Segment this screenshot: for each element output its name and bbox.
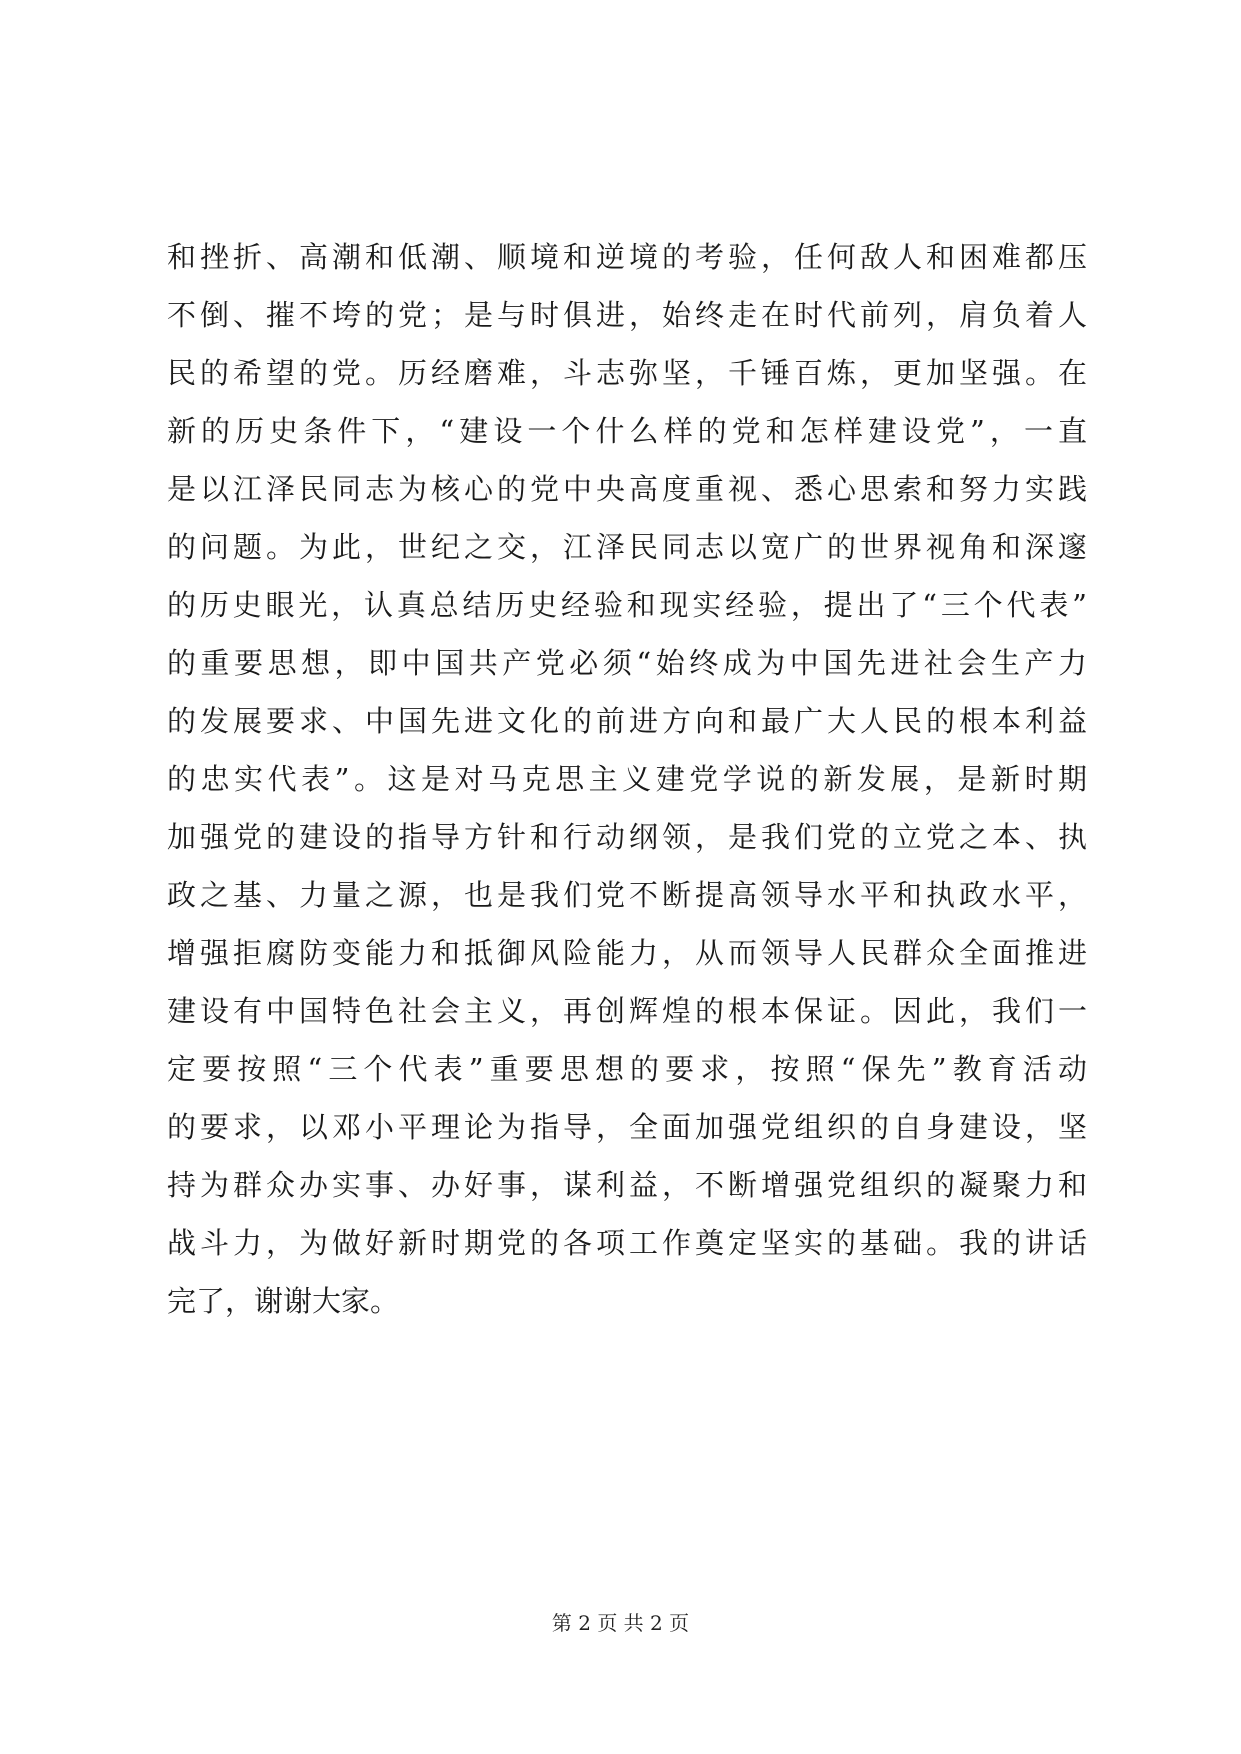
text-line: 的问题。为此，世纪之交，江泽民同志以宽广的世界视角和深邃	[167, 530, 1087, 564]
text-line: 持为群众办实事、办好事，谋利益，不断增强党组织的凝聚力和	[167, 1168, 1087, 1202]
text-line: 完了，谢谢大家。	[167, 1284, 400, 1318]
text-line: 政之基、力量之源，也是我们党不断提高领导水平和执政水平，	[167, 878, 1087, 912]
text-line: 的重要思想，即中国共产党必须“始终成为中国先进社会生产力	[167, 646, 1087, 680]
page-number-footer: 第 2 页 共 2 页	[551, 1611, 690, 1635]
body-text	[167, 228, 1087, 1330]
text-line: 建设有中国特色社会主义，再创辉煌的根本保证。因此，我们一	[167, 994, 1087, 1028]
text-line: 战斗力，为做好新时期党的各项工作奠定坚实的基础。我的讲话	[167, 1226, 1087, 1260]
text-line: 加强党的建设的指导方针和行动纲领，是我们党的立党之本、执	[167, 820, 1087, 854]
text-line: 的发展要求、中国先进文化的前进方向和最广大人民的根本利益	[167, 704, 1087, 738]
text-line: 民的希望的党。历经磨难，斗志弥坚，千锤百炼，更加坚强。在	[167, 356, 1087, 390]
text-line: 和挫折、高潮和低潮、顺境和逆境的考验，任何敌人和困难都压	[167, 240, 1087, 274]
text-line: 定要按照“三个代表”重要思想的要求，按照“保先”教育活动	[167, 1052, 1087, 1086]
text-line: 的要求，以邓小平理论为指导，全面加强党组织的自身建设，坚	[167, 1110, 1087, 1144]
text-line: 是以江泽民同志为核心的党中央高度重视、悉心思索和努力实践	[167, 472, 1087, 506]
text-line: 新的历史条件下，“建设一个什么样的党和怎样建设党”，一直	[167, 414, 1087, 448]
text-line: 的忠实代表”。这是对马克思主义建党学说的新发展，是新时期	[167, 762, 1087, 796]
text-line: 不倒、摧不垮的党；是与时俱进，始终走在时代前列，肩负着人	[167, 298, 1087, 332]
text-line: 的历史眼光，认真总结历史经验和现实经验，提出了“三个代表”	[167, 588, 1087, 622]
text-line: 增强拒腐防变能力和抵御风险能力，从而领导人民群众全面推进	[167, 936, 1087, 970]
